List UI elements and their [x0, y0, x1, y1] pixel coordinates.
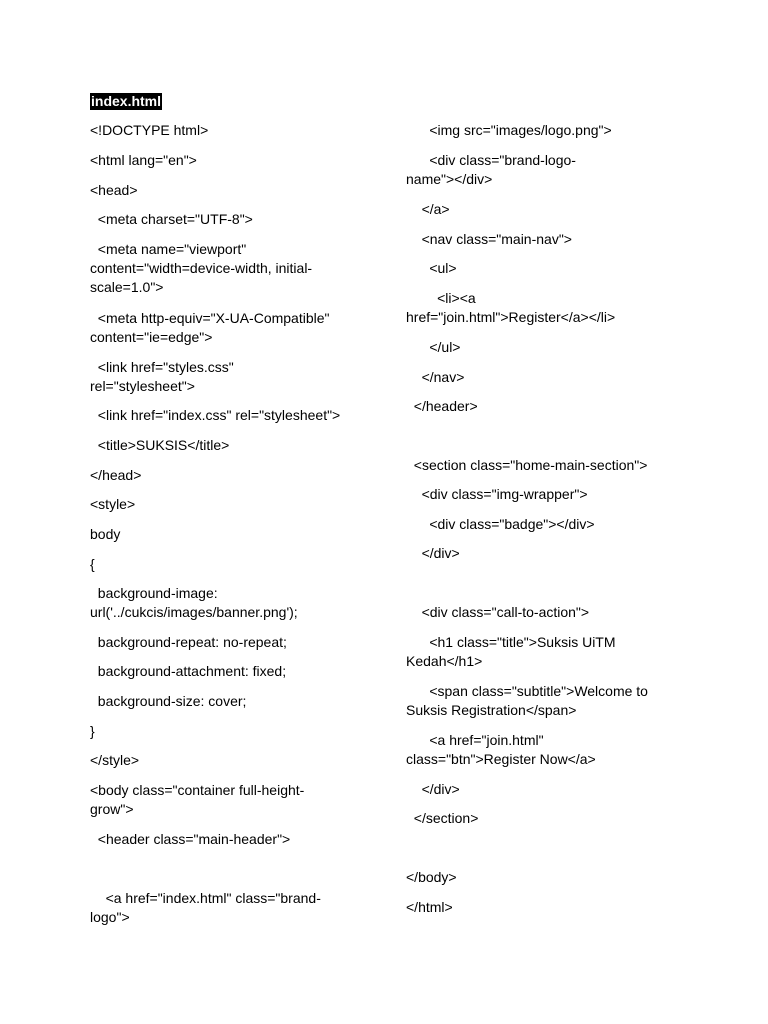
code-line: <a href="join.html" class="btn">Register Now</a> [406, 732, 596, 767]
code-line: <div class="badge"></div> [406, 516, 595, 532]
code-line: <a href="index.html" class="brand- logo"> [90, 890, 321, 925]
code-line: background-repeat: no-repeat; [90, 634, 287, 650]
code-line: <span class="subtitle">Welcome to Suksis Registration</span> [406, 683, 648, 718]
code-line: <head> [90, 182, 138, 198]
code-line: background-size: cover; [90, 693, 247, 709]
code-line: <img src="images/logo.png"> [406, 122, 612, 138]
code-line: <li><a href="join.html">Register</a></li> [406, 290, 616, 325]
code-line: <link href="index.css" rel="stylesheet"> [90, 407, 341, 423]
code-line: </div> [406, 545, 460, 561]
code-line: } [90, 723, 95, 739]
code-line: <header class="main-header"> [90, 831, 291, 847]
code-line: <ul> [406, 260, 457, 276]
code-line: </section> [406, 810, 479, 826]
code-line: </head> [90, 467, 142, 483]
code-line: </body> [406, 869, 457, 885]
code-line: </nav> [406, 369, 465, 385]
code-line: <nav class="main-nav"> [406, 231, 572, 247]
code-line: <div class="brand-logo- name"></div> [406, 152, 576, 187]
code-line: body [90, 526, 121, 542]
code-line: <title>SUKSIS</title> [90, 437, 230, 453]
code-line: <meta charset="UTF-8"> [90, 211, 253, 227]
code-line: </ul> [406, 339, 461, 355]
code-line: background-attachment: fixed; [90, 663, 287, 679]
code-line: </html> [406, 899, 453, 915]
code-line: <link href="styles.css" rel="stylesheet"> [90, 359, 234, 394]
code-line: background-image: url('../cukcis/images/banner.png'); [90, 585, 298, 620]
code-line: </a> [406, 201, 450, 217]
document-title: index.html [91, 93, 162, 109]
code-line: <html lang="en"> [90, 152, 197, 168]
code-line: <h1 class="title">Suksis UiTM Kedah</h1> [406, 634, 616, 669]
code-line: <div class="call-to-action"> [406, 604, 590, 620]
code-line: <meta http-equiv="X-UA-Compatible" content="ie=edge"> [90, 310, 330, 345]
code-line: </div> [406, 781, 460, 797]
code-line: <style> [90, 496, 136, 512]
code-line: </style> [90, 752, 140, 768]
code-line: <section class="home-main-section"> [406, 457, 648, 473]
code-line: <meta name="viewport" content="width=device-width, initial- scale=1.0"> [90, 241, 313, 295]
code-line: { [90, 556, 95, 572]
code-line: <body class="container full-height- grow"> [90, 782, 305, 817]
code-line: <!DOCTYPE html> [90, 122, 209, 138]
code-line: <div class="img-wrapper"> [406, 486, 588, 502]
code-line: </header> [406, 398, 478, 414]
